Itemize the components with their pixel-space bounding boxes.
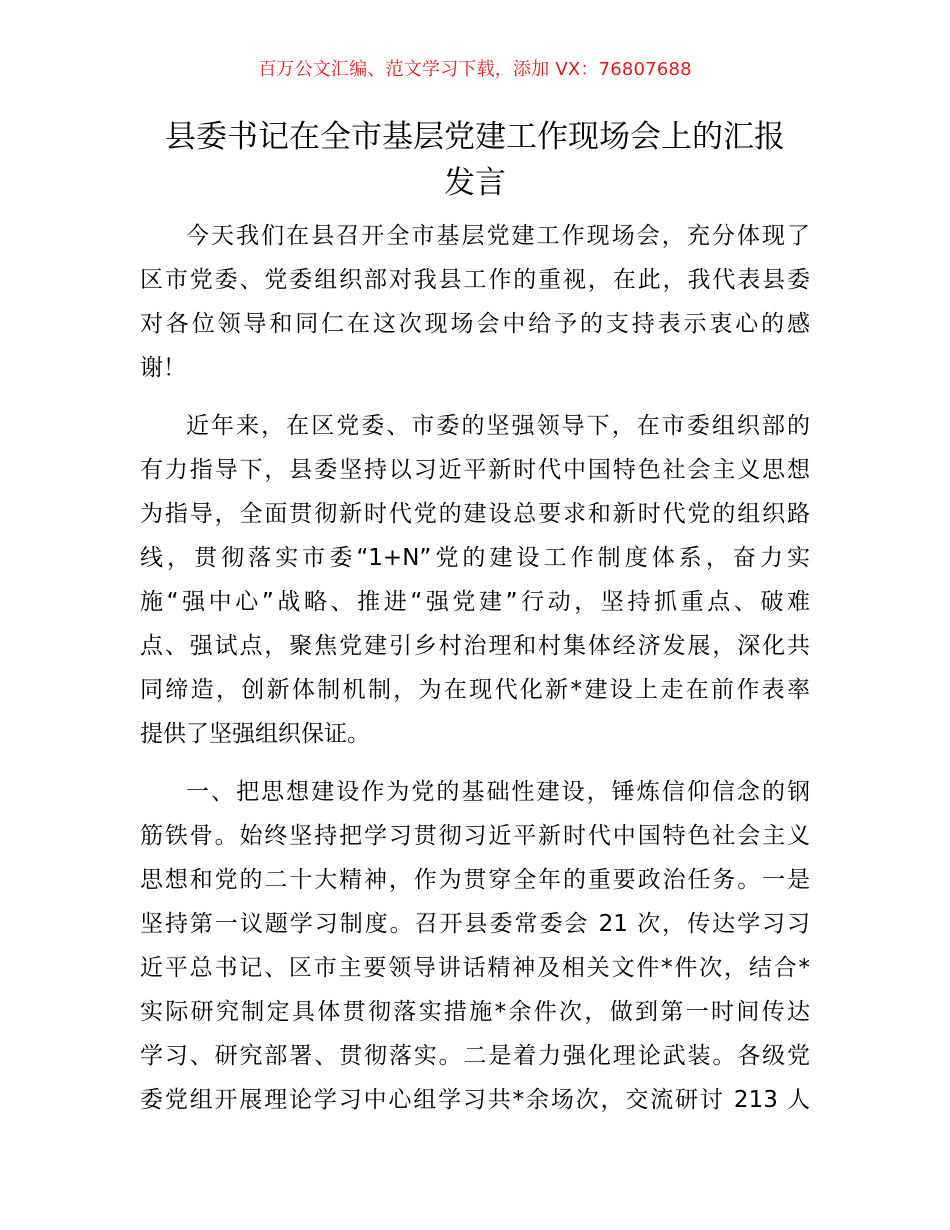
paragraph-line: 学习、研究部署、贯彻落实。二是着力强化理论武装。各级党: [140, 1043, 810, 1069]
paragraph-line: 为指导，全面贯彻新时代党的建设总要求和新时代党的组织路: [140, 501, 810, 527]
document-title: [120, 114, 830, 206]
paragraph-line: 对各位领导和同仁在这次现场会中给予的支持表示衷心的感: [140, 311, 810, 337]
paragraph-3: [140, 770, 810, 1122]
paragraph-line: 今天我们在县召开全市基层党建工作现场会，充分体现了: [186, 223, 810, 249]
paragraph-line: 近平总书记、区市主要领导讲话精神及相关文件*件次，结合*: [140, 955, 810, 981]
paragraph-line: 委党组开展理论学习中心组学习共*余场次，交流研讨 213 人: [140, 1087, 810, 1113]
paragraph-line: 近年来，在区党委、市委的坚强领导下，在市委组织部的: [186, 413, 810, 439]
paragraph-2: [140, 404, 810, 756]
paragraph-1: [140, 214, 810, 390]
paragraph-line: 思想和党的二十大精神，作为贯穿全年的重要政治任务。一是: [140, 867, 810, 893]
paragraph-line: 一、把思想建设作为党的基础性建设，锤炼信仰信念的钢: [186, 779, 810, 805]
header-note: 百万公文汇编、范文学习下载，添加 VX：76807688: [258, 59, 692, 80]
paragraph-line: 坚持第一议题学习制度。召开县委常委会 21 次，传达学习习: [140, 911, 810, 937]
paragraph-line: 点、强试点，聚焦党建引乡村治理和村集体经济发展，深化共: [140, 633, 810, 659]
paragraph-line: 施“强中心”战略、推进“强党建”行动，坚持抓重点、破难: [140, 589, 810, 615]
paragraph-line: 线，贯彻落实市委“1+N”党的建设工作制度体系，奋力实: [140, 545, 810, 571]
paragraph-line: 同缔造，创新体制机制，为在现代化新*建设上走在前作表率: [140, 677, 810, 703]
title-line: 发言: [444, 165, 506, 201]
paragraph-line: 区市党委、党委组织部对我县工作的重视，在此，我代表县委: [140, 267, 810, 293]
paragraph-line: 谢！: [140, 355, 186, 381]
paragraph-line: 实际研究制定具体贯彻落实措施*余件次，做到第一时间传达: [140, 999, 810, 1025]
paragraph-line: 有力指导下，县委坚持以习近平新时代中国特色社会主义思想: [140, 457, 810, 483]
document-body: [140, 214, 810, 1136]
paragraph-line: 筋铁骨。始终坚持把学习贯彻习近平新时代中国特色社会主义: [140, 823, 810, 849]
title-line: 县委书记在全市基层党建工作现场会上的汇报: [165, 119, 785, 155]
paragraph-line: 提供了坚强组织保证。: [140, 721, 370, 747]
